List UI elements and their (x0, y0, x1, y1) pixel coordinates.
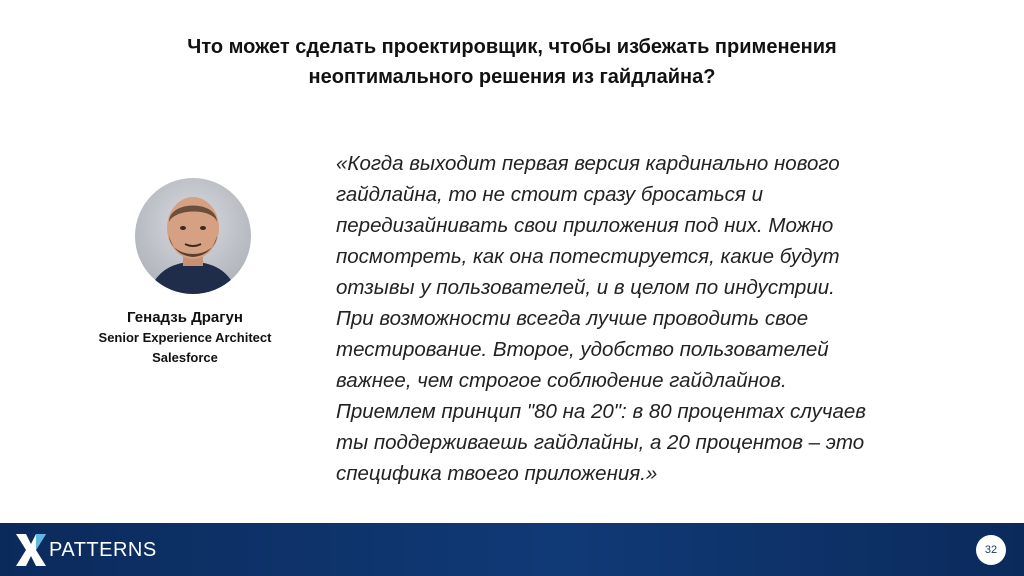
speaker-name: Генадзь Драгун (127, 309, 243, 326)
speaker-avatar (135, 178, 251, 294)
xpatterns-logo (14, 531, 157, 569)
quote-line: гайдлайна, то не стоит сразу бросаться и (336, 183, 763, 206)
quote-line: важнее, чем строгое соблюдение гайдлайнов. (336, 369, 787, 392)
quote-text (336, 148, 966, 489)
speaker-company: Salesforce (152, 350, 218, 365)
quote-line: передизайнивать свои приложения под них. Можно (336, 214, 834, 237)
slide-title-line: неоптимального решения из гайдлайна? (308, 66, 716, 88)
speaker-photo (135, 178, 251, 294)
footer-bar (0, 523, 1024, 576)
slide-title-line: Что может сделать проектировщик, чтобы избежать применения (187, 36, 837, 58)
speaker-role: Senior Experience Architect (98, 330, 272, 345)
quote-line: посмотреть, как она потестируется, какие будут (336, 245, 840, 268)
quote-line: специфика твоего приложения.» (336, 462, 658, 485)
page-number: 32 (976, 535, 1006, 565)
speaker-info (60, 308, 310, 368)
quote-line: При возможности всегда лучше проводить свое (336, 307, 809, 330)
x-logo-icon (14, 532, 48, 568)
quote-line: ты поддерживаешь гайдлайны, а 20 процентов – это (336, 431, 865, 454)
quote-line: отзывы у пользователей, и в целом по индустрии. (336, 276, 835, 299)
quote-line: «Когда выходит первая версия кардинально нового (336, 152, 840, 175)
quote-line: Приемлем принцип "80 на 20": в 80 процентах случаев (336, 400, 866, 423)
slide-title (0, 32, 1024, 92)
quote-line: тестирование. Второе, удобство пользователей (336, 338, 829, 361)
logo-text: PATTERNS (49, 538, 157, 561)
